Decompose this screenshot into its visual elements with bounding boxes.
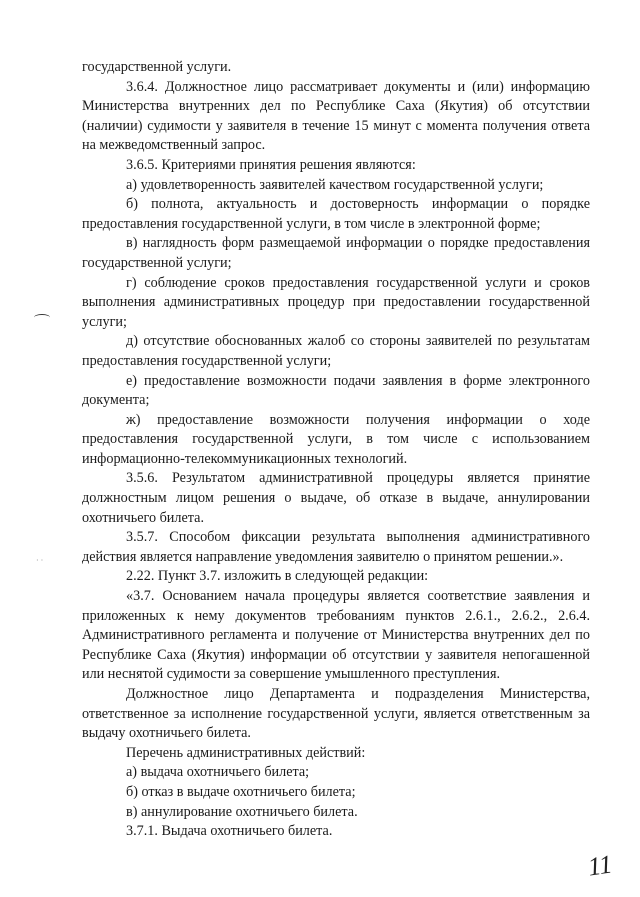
page-number: 11: [585, 849, 614, 882]
paragraph: 3.6.5. Критериями принятия решения являются:: [126, 156, 416, 173]
paragraph: ж) предоставление возможности получения информации о ходе предоставления государственной услуги, в том числе с использованием информационно-телекоммуникационных технологий.: [82, 411, 590, 467]
paragraph: 3.7.1. Выдача охотничьего билета.: [126, 823, 333, 840]
paragraph: 3.5.6. Результатом административной процедуры является принятие должностным лицом решения о выдаче, об отказе в выдаче, аннулировании охотничьего билета.: [82, 470, 590, 526]
paragraph: 3.6.4. Должностное лицо рассматривает документы и (или) информацию Министерства внутренних дел по Республике Саха (Якутия) об отсутствии (наличии) судимости у заявителя в течение 15 минут с момента получения ответа на межведомственный запрос.: [82, 78, 590, 154]
paragraph: Должностное лицо Департамента и подразделения Министерства, ответственное за исполнение государственной услуги, является ответственным за выдачу охотничьего билета.: [82, 686, 590, 742]
margin-mark: [34, 314, 50, 321]
paragraph: б) отказ в выдаче охотничьего билета;: [126, 783, 356, 800]
paragraph: в) наглядность форм размещаемой информации о порядке предоставления государственной услуги;: [82, 235, 590, 271]
scan-speck: · ·: [36, 556, 44, 565]
paragraph: государственной услуги.: [82, 59, 232, 75]
paragraph: 3.5.7. Способом фиксации результата выполнения административного действия является направление уведомления заявителю о принятом решении.».: [82, 529, 590, 565]
paragraph: 2.22. Пункт 3.7. изложить в следующей редакции:: [126, 568, 429, 585]
paragraph: б) полнота, актуальность и достоверность информации о порядке предоставления государственной услуги, в том числе в электронной форме;: [82, 196, 590, 232]
paragraph: а) удовлетворенность заявителей качеством государственной услуги;: [126, 176, 544, 193]
paragraph: г) соблюдение сроков предоставления государственной услуги и сроков выполнения административных процедур при предоставлении государственной услуги;: [82, 274, 590, 330]
paragraph: в) аннулирование охотничьего билета.: [126, 803, 358, 820]
paragraph: е) предоставление возможности подачи заявления в форме электронного документа;: [82, 372, 590, 409]
paragraph: «3.7. Основанием начала процедуры является соответствие заявления и приложенных к нему документов требованиям пунктов 2.6.1., 2.6.2., 2.6.4. Административного регламента и получение от Министерства внутренних дел по Республике Саха (Якутия) информации об отсутствии у заявителя непогашенной или неснятой судимости за совершение умышленного преступления.: [82, 588, 590, 683]
paragraph: д) отсутствие обоснованных жалоб со стороны заявителей по результатам предоставления государственной услуги;: [82, 333, 590, 369]
paragraph: а) выдача охотничьего билета;: [126, 764, 310, 781]
paragraph: Перечень административных действий:: [126, 744, 366, 761]
document-page: [82, 58, 590, 842]
